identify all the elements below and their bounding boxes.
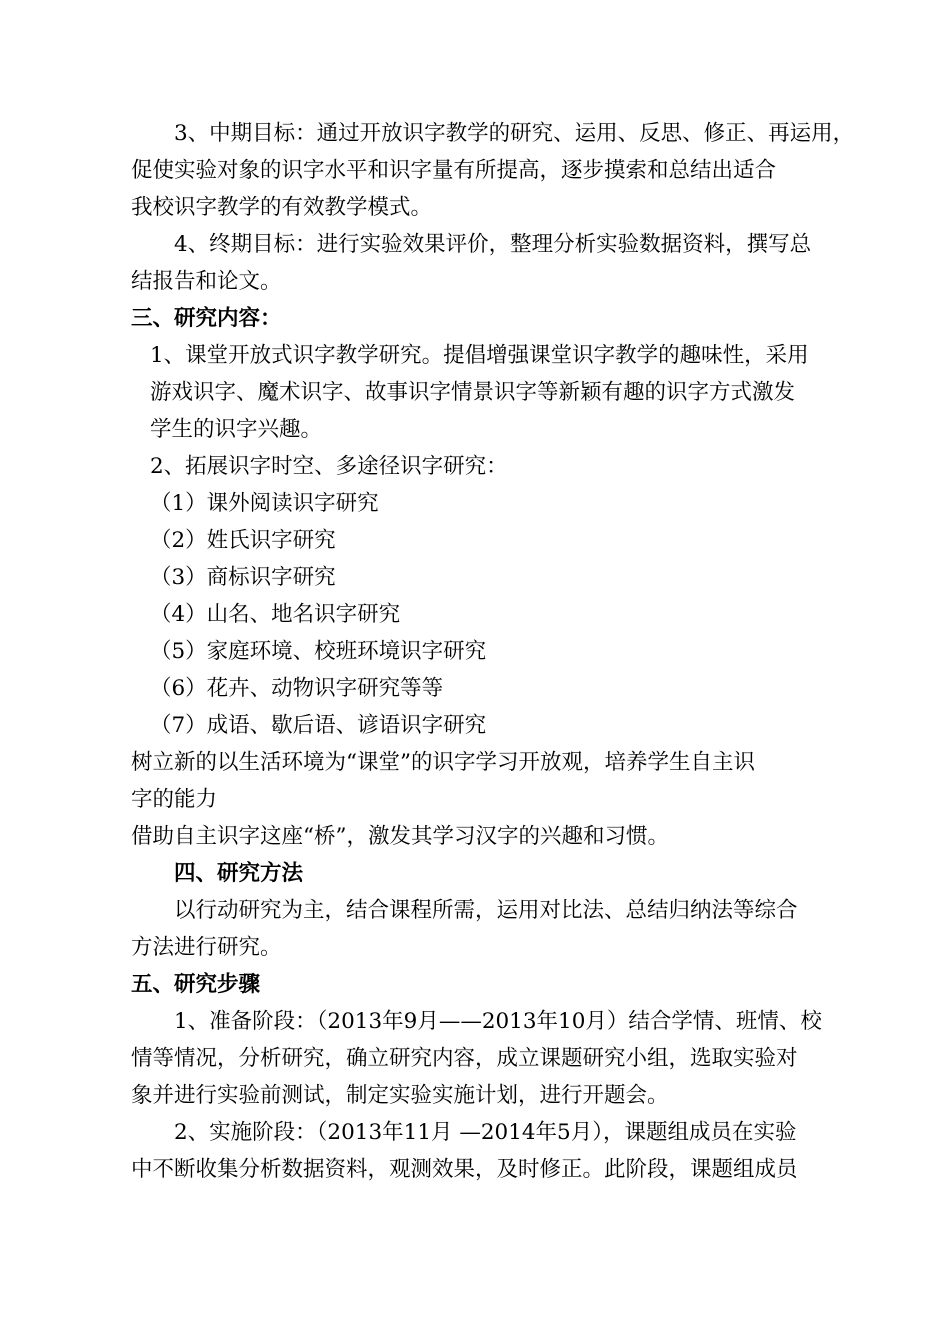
step-1-line-2: 情等情况，分析研究，确立研究内容，成立课题研究小组，选取实验对 [131,1046,798,1071]
step-2-line-1: 2、实施阶段：（2013年11月 —2014年5月），课题组成员在实验 [174,1120,797,1145]
summary-line-3: 借助自主识字这座“桥”，激发其学习汉字的兴趣和习惯。 [131,824,669,849]
section-heading-research-method: 四、研究方法 [174,861,304,886]
goal-3-line-2: 促使实验对象的识字水平和识字量有所提高，逐步摸索和总结出适合 [131,158,777,183]
content-1-line-1: 1、课堂开放式识字教学研究。提倡增强课堂识字教学的趣味性，采用 [150,343,809,368]
content-1-line-2: 游戏识字、魔术识字、故事识字情景识字等新颖有趣的识字方式激发 [150,380,796,405]
goal-3-line-3: 我校识字教学的有效教学模式。 [131,195,433,220]
summary-line-2: 字的能力 [131,787,218,812]
method-line-2: 方法进行研究。 [131,935,282,960]
list-item-7: （7）成语、歇后语、谚语识字研究 [150,713,487,738]
list-item-4: （4）山名、地名识字研究 [150,602,401,627]
content-2-heading: 2、拓展识字时空、多途径识字研究： [150,454,508,479]
list-item-5: （5）家庭环境、校班环境识字研究 [150,639,487,664]
list-item-1: （1）课外阅读识字研究 [150,491,379,516]
goal-4-line-2: 结报告和论文。 [131,269,282,294]
goal-3-line-1: 3、中期目标：通过开放识字教学的研究、运用、反思、修正、再运用， [174,121,855,146]
content-1-line-3: 学生的识字兴趣。 [150,417,323,442]
section-heading-research-steps: 五、研究步骤 [131,972,261,997]
list-item-2: （2）姓氏识字研究 [150,528,336,553]
summary-line-1: 树立新的以生活环境为“课堂”的识字学习开放观，培养学生自主识 [131,750,755,775]
list-item-3: （3）商标识字研究 [150,565,336,590]
method-line-1: 以行动研究为主，结合课程所需，运用对比法、总结归纳法等综合 [174,898,798,923]
goal-4-line-1: 4、终期目标：进行实验效果评价，整理分析实验数据资料，撰写总 [174,232,812,257]
section-heading-research-content: 三、研究内容： [131,306,282,331]
step-1-line-3: 象并进行实验前测试，制定实验实施计划，进行开题会。 [131,1083,669,1108]
step-1-line-1: 1、准备阶段：（2013年9月——2013年10月）结合学情、班情、校 [174,1009,822,1034]
step-2-line-2: 中不断收集分析数据资料，观测效果，及时修正。此阶段，课题组成员 [131,1157,798,1182]
list-item-6: （6）花卉、动物识字研究等等 [150,676,444,701]
